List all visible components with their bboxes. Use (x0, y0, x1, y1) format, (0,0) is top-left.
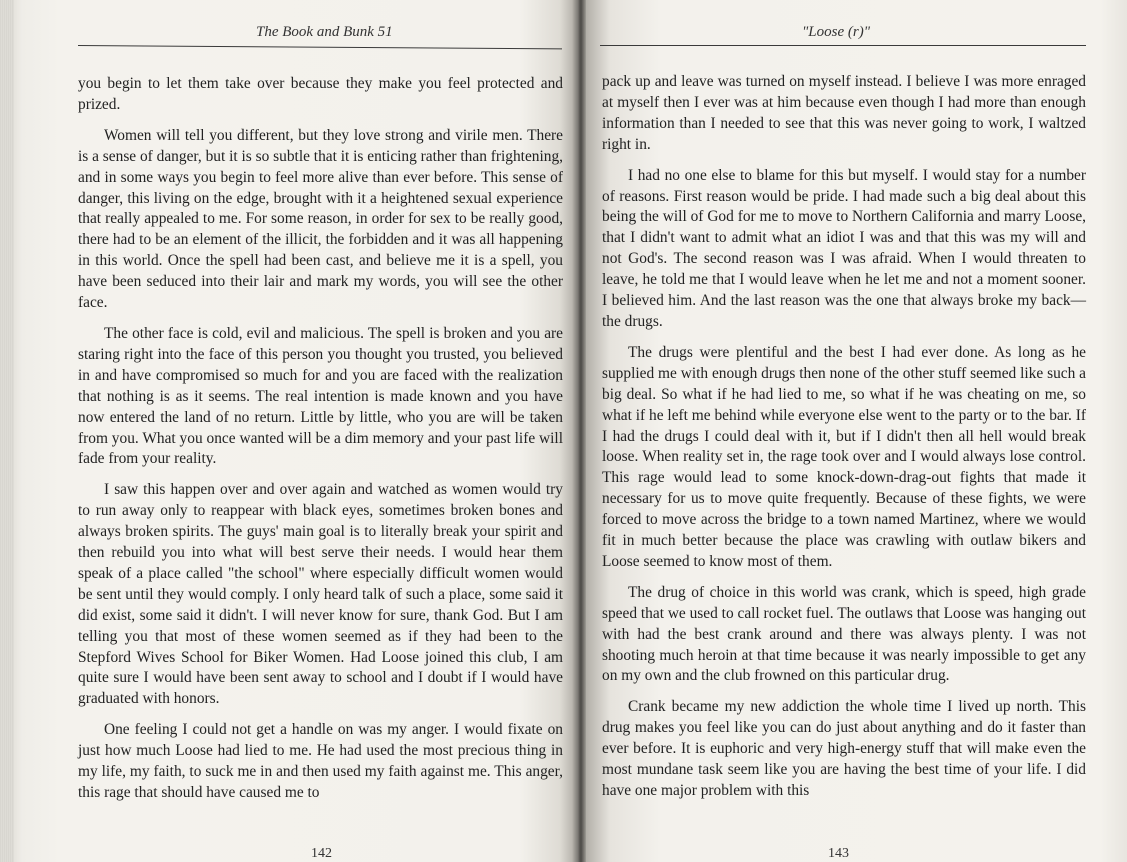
right-page (584, 0, 1127, 862)
right-header-rule (600, 45, 1086, 46)
paragraph: The other face is cold, evil and malicious. The spell is broken and you are staring right into the face of this person you thought you trusted, you believed in and have compromised so much for and you are faced with the realization that nothing is as it seems. The real intention is made known and you have now entered the land of no return. Little by little, who you are will be taken from you. What you once wanted will be a dim memory and your past life will fade from your reality. (78, 324, 563, 468)
paragraph: The drug of choice in this world was crank, which is speed, high grade speed that we used to call rocket fuel. The outlaws that Loose was hanging out with had the best crank around and there was always plenty. I was not shooting much heroin at that time because it was nearly impossible to get any on my own and the club frowned on this particular drug. (602, 583, 1086, 685)
paragraph: One feeling I could not get a handle on was my anger. I would fixate on just how much Loose had lied to me. He had used the most precious thing in my life, my faith, to suck me in and then used my faith against me. This anger, this rage that should have caused me to (78, 721, 563, 801)
paragraph: Women will tell you different, but they love strong and virile men. There is a sense of danger, but it is so subtle that it is enticing rather than frightening, and in some ways you begin to feel more alive than ever before. This sense of danger, this living on the edge, brought with it a heightened sexual experience that really appealed to me. For some reason, in order for sex to be really good, there had to be an element of the illicit, the forbidden and it was all happening in this world. Once the spell had been cast, and believe me it is a spell, you have been seduced into their lair and mark my words, you will see the other face. (78, 126, 563, 312)
right-running-head: "Loose (r)" (802, 24, 871, 40)
paragraph: you begin to let them take over because they make you feel protected and prized. (78, 75, 563, 113)
paragraph: pack up and leave was turned on myself instead. I believe I was more enraged at myself then I ever was at him because even though I had more than enough information than I needed to see that this was never going to work, I waltzed right in. (602, 73, 1086, 153)
left-running-head: The Book and Bunk 51 (256, 24, 393, 40)
left-page-number: 142 (311, 846, 332, 861)
left-body-text (78, 74, 563, 814)
paragraph: I had no one else to blame for this but myself. I would stay for a number of reasons. First reason would be pride. I had made such a big deal about this being the will of God for me to move to Northern California and marry Loose, that I didn't want to admit what an idiot I was and that this was my will and not God's. The second reason was I was afraid. When I would threaten to leave, he told me that I would leave when he let me and not a moment sooner. I believed him. And the last reason was the one that always broke my back—the drugs. (602, 166, 1086, 330)
left-header-rule (78, 45, 562, 49)
paragraph: Crank became my new addiction the whole time I lived up north. This drug makes you feel like you can do just about anything and do it faster than ever before. It is euphoric and very high-energy stuff that will make even the most mundane task seem like you are having the best time of your life. I did have one major problem with this (602, 698, 1086, 799)
right-page-number: 143 (828, 846, 849, 861)
paragraph: The drugs were plentiful and the best I had ever done. As long as he supplied me with enough drugs then none of the other stuff seemed like such a big deal. So what if he had lied to me, so what if he was cheating on me, so what if he left me behind while everyone else went to the party or to the bar. If I had the drugs I could deal with it, but if I didn't then all hell would break loose. When reality set in, the rage took over and I would always lose control. This rage would lead to some knock-down-drag-out fights that made it necessary for us to move quite frequently. Because of these fights, we were forced to move across the bridge to a town named Martinez, where we would fit in much better because the place was crawling with outlaw bikers and Loose seemed to know most of them. (602, 343, 1086, 570)
right-body-text (602, 72, 1086, 812)
paragraph: I saw this happen over and over again and watched as women would try to run away only to reappear with black eyes, sometimes broken bones and always broken spirits. The guys' main goal is to literally break your spirit and then rebuild you into what will best serve their needs. I would hear them speak of a place called "the school" where especially difficult women would be sent until they would comply. I only heard talk of such a place, some said it did exist, some said it didn't. I will never know for sure, thank God. But I am telling you that most of these women seemed as if they had been to the Stepford Wives School for Biker Women. Had Loose joined this club, I am quite sure I would have been sent away to school and I doubt if I would have graduated with honors. (78, 481, 563, 708)
